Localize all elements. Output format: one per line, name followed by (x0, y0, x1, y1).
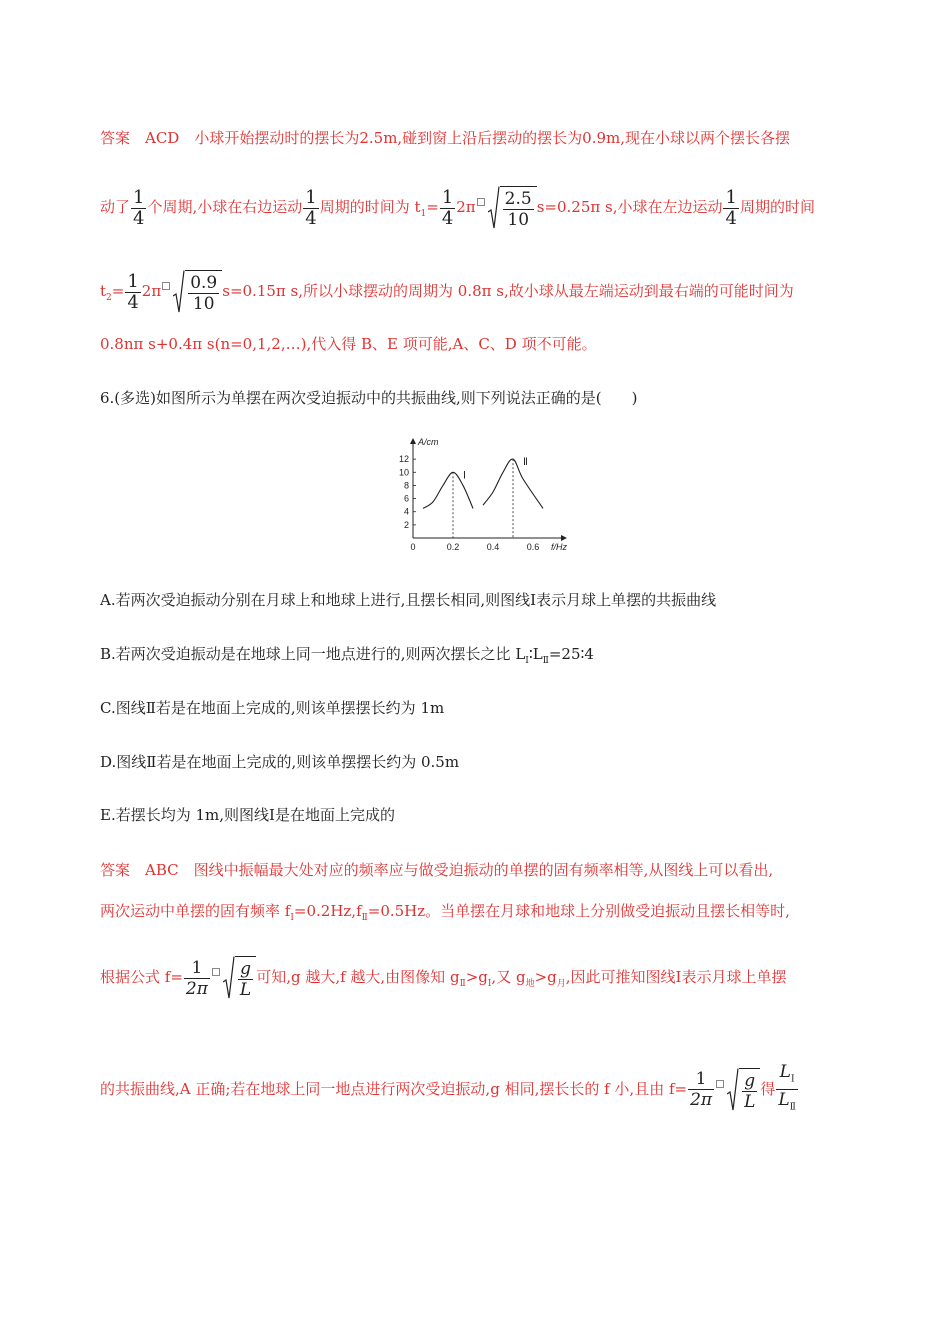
answer1-text: = (426, 198, 439, 216)
subscript: Ⅱ (459, 979, 466, 989)
option-b-text: =25∶4 (548, 645, 594, 663)
answer2-text: 可知,g 越大,f 越大,由图像知 g (256, 968, 460, 986)
y-axis-arrow-icon (410, 438, 416, 444)
option-a: A.若两次受迫振动分别在月球上和地球上进行,且摆长相同,则图线Ⅰ表示月球上单摆的共振曲线 (100, 591, 717, 609)
radical-icon (223, 956, 235, 1000)
answer2-text: >g (465, 968, 488, 986)
answer1-text: 动了 (100, 198, 131, 216)
subscript: 地 (525, 979, 535, 989)
placeholder-box-icon (212, 968, 220, 976)
subscript: Ⅱ (361, 913, 368, 923)
answer2-line4 (100, 1062, 799, 1118)
x-axis-label: f/Hz (551, 542, 568, 552)
y-tick-label: 10 (398, 467, 409, 478)
y-axis-label: A/cm (418, 437, 439, 447)
y-tick-label: 12 (398, 454, 409, 465)
placeholder-box-icon (162, 282, 170, 290)
sqrt-expression: $\frac{g}{L}$ (727, 1068, 760, 1112)
y-tick-label: 6 (403, 493, 409, 504)
fraction-quarter: $\frac{1}{4}$ (441, 186, 454, 229)
resonance-chart (388, 434, 568, 558)
answer1-text: 2π (141, 282, 162, 300)
subscript: 2 (106, 293, 112, 303)
answer2-text: >g (534, 968, 557, 986)
radical-icon (727, 1068, 739, 1112)
x-tick-label: 0.2 (446, 542, 460, 552)
answer1-text: t (100, 282, 107, 300)
radical-icon (173, 270, 185, 314)
answer2-text: 两次运动中单摆的固有频率 f (100, 902, 291, 920)
sqrt-expression: $\frac{0.9}{10}$ (173, 270, 222, 314)
answer2-text: =0.5Hz。当单摆在月球和地球上分别做受迫振动且摆长相等时, (367, 902, 790, 920)
y-tick-label: 4 (403, 506, 409, 517)
fraction-one-over-2pi: $\frac{1}{2\pi}$ (185, 957, 208, 999)
option-d: D.图线Ⅱ若是在地面上完成的,则该单摆摆长约为 0.5m (100, 753, 460, 771)
answer1-text: s=0.15π s,所以小球摆动的周期为 0.8π s,故小球从最左端运动到最右端的可能时间为 (222, 282, 794, 300)
answer2-text: ,因此可推知图线Ⅰ表示月球上单摆 (565, 968, 787, 986)
y-tick-label: 8 (403, 480, 409, 491)
x-tick-label: 0 (410, 542, 416, 552)
option-b (100, 644, 594, 671)
fraction-quarter: $\frac{1}{4}$ (305, 186, 317, 229)
answer2-line1: 答案 ABC 图线中振幅最大处对应的频率应与做受迫振动的单摆的固有频率相等,从图线上可以看出, (100, 861, 774, 879)
x-axis-arrow-icon (561, 535, 567, 541)
answer1-line1: 答案 ACD 小球开始摆动时的摆长为2.5m,碰到窗上沿后摆动的摆长为0.9m,现在小球以两个摆长各摆 (100, 129, 791, 147)
fraction-l1-over-l2: $\frac{L_Ⅰ}{L_Ⅱ}$ (778, 1062, 796, 1113)
curve-label: Ⅰ (463, 470, 466, 482)
placeholder-box-icon (477, 198, 485, 206)
subscript: Ⅱ (542, 656, 549, 666)
option-e: E.若摆长均为 1m,则图线Ⅰ是在地面上完成的 (100, 806, 395, 824)
fraction-quarter: $\frac{1}{4}$ (133, 186, 145, 229)
sqrt-expression: $\frac{2.5}{10}$ (488, 186, 537, 230)
curve-label: Ⅱ (523, 457, 528, 469)
subscript: 1 (420, 209, 427, 219)
answer1-line4: 0.8nπ s+0.4π s(n=0,1,2,…),代入得 B、E 项可能,A、C、D 项不可能。 (100, 335, 597, 353)
option-c: C.图线Ⅱ若是在地面上完成的,则该单摆摆长约为 1m (100, 699, 445, 717)
question6-stem: 6.(多选)如图所示为单摆在两次受迫振动中的共振曲线,则下列说法正确的是( ) (100, 389, 638, 407)
answer2-line2 (100, 901, 790, 928)
answer2-text: =0.2Hz,f (293, 902, 362, 920)
answer1-line3 (100, 270, 794, 314)
answer2-text: 的共振曲线,A 正确;若在地球上同一地点进行两次受迫振动,g 相同,摆长长的 f 小,且由 f= (100, 1079, 688, 1098)
answer1-line2 (100, 186, 815, 230)
answer2-text: 根据公式 f= (100, 968, 183, 986)
fraction-quarter: $\frac{1}{4}$ (127, 270, 139, 313)
fraction-one-over-2pi: $\frac{1}{2\pi}$ (690, 1069, 713, 1111)
answer1-text: = (111, 282, 125, 300)
subscript: 月 (556, 979, 566, 989)
x-tick-label: 0.6 (526, 542, 540, 552)
answer1-text: 周期的时间为 t (319, 198, 421, 216)
y-tick-label: 2 (403, 519, 409, 530)
answer2-line3 (100, 956, 786, 1000)
subscript: Ⅰ (525, 656, 529, 666)
option-b-text: B.若两次受迫振动是在地球上同一地点进行的,则两次摆长之比 L (100, 645, 526, 663)
answer2-text: ,又 g (491, 968, 526, 986)
placeholder-box-icon (716, 1080, 724, 1088)
option-b-text: ∶L (528, 645, 543, 663)
radical-icon (488, 186, 500, 230)
answer1-text: 周期的时间 (739, 198, 815, 216)
subscript: Ⅰ (290, 913, 294, 923)
fraction-quarter: $\frac{1}{4}$ (725, 186, 737, 229)
answer1-text: s=0.25π s,小球在左边运动 (536, 198, 723, 216)
answer1-text: 个周期,小球在右边运动 (147, 198, 303, 216)
answer1-text: 2π (456, 198, 476, 216)
answer2-text: 得 (760, 1079, 776, 1098)
x-tick-label: 0.4 (486, 542, 500, 552)
subscript: Ⅰ (487, 979, 492, 989)
sqrt-expression: $\frac{g}{L}$ (223, 956, 256, 1000)
